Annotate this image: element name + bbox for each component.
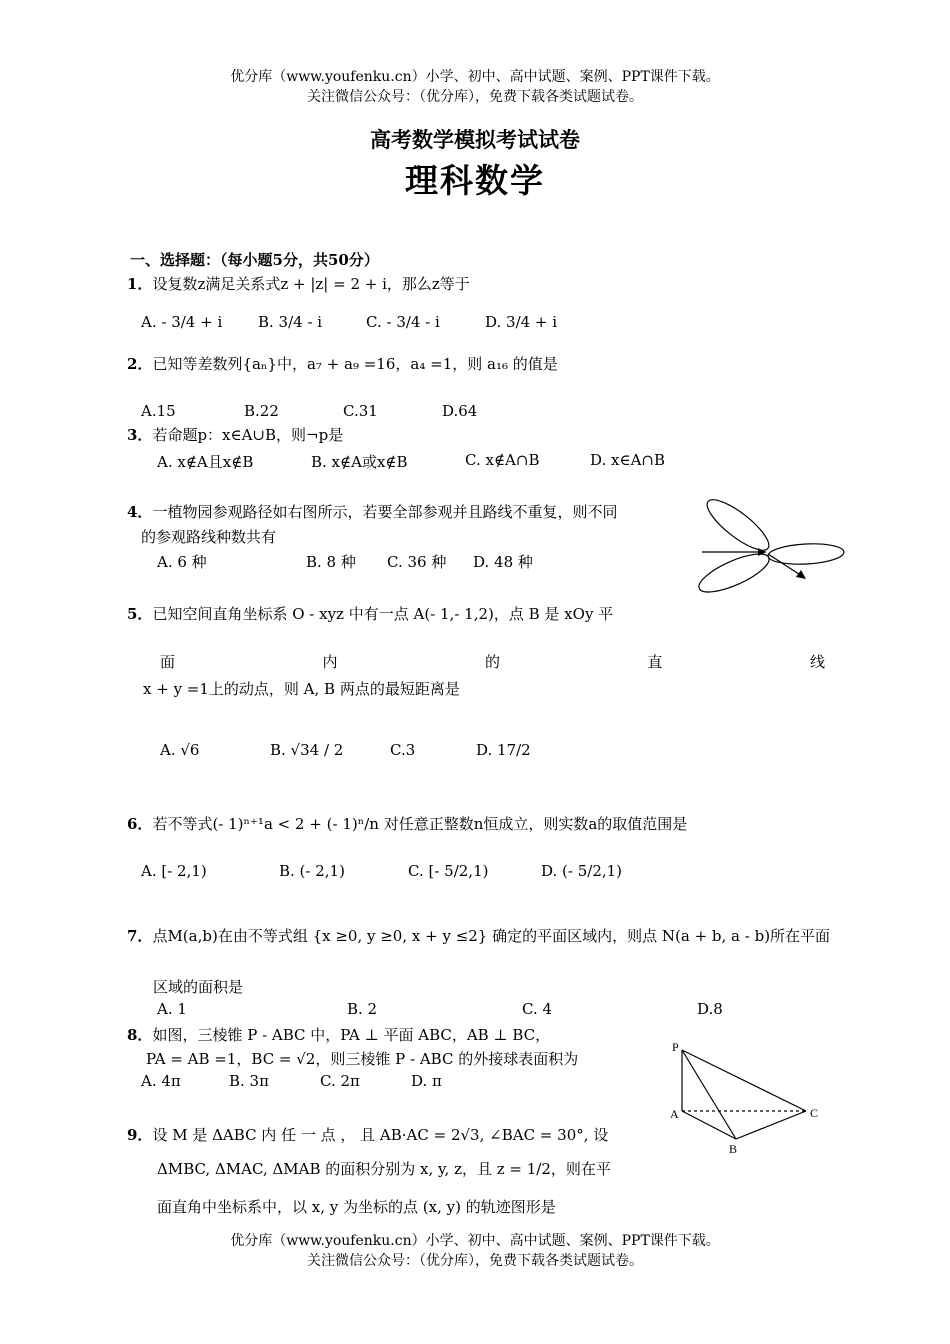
path-loop-right: [768, 542, 845, 566]
q8-option-c: C. 2π: [320, 1072, 360, 1090]
question-text: 已知空间直角坐标系 O - xyz 中有一点 A(- 1,- 1,2)，点 B 是 xOy 平: [152, 605, 614, 623]
q1-option-a: A. - 3/4 + i: [141, 313, 223, 331]
question-text: 如图，三棱锥 P - ABC 中，PA ⊥ 平面 ABC，AB ⊥ BC，: [152, 1026, 551, 1044]
edge-bc: [736, 1111, 806, 1139]
question-4: [127, 501, 617, 522]
q6-option-c: C. [- 5/2,1): [408, 862, 489, 880]
q5-option-d: D. 17/2: [476, 741, 531, 759]
question-3: [127, 424, 343, 445]
q8-option-b: B. 3π: [229, 1072, 269, 1090]
question-5-line-2: [160, 651, 825, 672]
question-1: [127, 273, 470, 294]
question-number: 7．: [127, 927, 153, 945]
q4-option-d: D. 48 种: [473, 553, 533, 571]
question-9: [127, 1124, 608, 1145]
question-text: 点M(a,b)在由不等式组 {x ≥0, y ≥0, x + y ≤2} 确定的平面区域内，则点 N(a + b, a - b)所在平面: [152, 927, 831, 945]
q5-option-c: C.3: [390, 741, 416, 759]
question-number: 8．: [127, 1026, 153, 1044]
q4-option-c: C. 36 种: [387, 553, 447, 571]
question-number: 2．: [127, 355, 153, 373]
question-number: 4．: [127, 503, 153, 521]
vertex-label-a: A: [670, 1107, 679, 1121]
q3-option-c: C. x∉A∩B: [465, 451, 540, 469]
question-text: 一植物园参观路径如右图所示，若要全部参观并且路线不重复，则不同: [152, 503, 618, 521]
q4-option-a: A. 6 种: [157, 553, 207, 571]
q3-option-a: A. x∉A且x∉B: [157, 453, 254, 471]
question-9-line-3: 面直角中坐标系中，以 x, y 为坐标的点 (x, y) 的轨迹图形是: [157, 1198, 556, 1216]
question-number: 9．: [127, 1126, 153, 1144]
q7-option-d: D.8: [697, 1000, 723, 1018]
question-8-line-2: PA = AB =1，BC = √2，则三棱锥 P - ABC 的外接球表面积为: [146, 1050, 579, 1068]
q3-option-d: D. x∈A∩B: [590, 451, 666, 469]
q1-option-b: B. 3/4 - i: [258, 313, 323, 331]
exam-title: 高考数学模拟考试试卷: [370, 127, 580, 152]
garden-path-figure: [698, 498, 848, 598]
tetrahedron-figure: [668, 1038, 828, 1158]
q5-option-a: A. √6: [160, 741, 200, 759]
q2-option-d: D.64: [442, 402, 478, 420]
vertex-label-p: P: [672, 1040, 679, 1054]
q5-option-b: B. √34 / 2: [270, 741, 344, 759]
question-6: [127, 813, 687, 834]
question-number: 5．: [127, 605, 153, 623]
section-heading: 一、选择题：（每小题5分，共50分）: [130, 251, 379, 269]
spread-char: 面: [160, 653, 176, 671]
q6-option-a: A. [- 2,1): [141, 862, 207, 880]
question-5: [127, 603, 613, 624]
q8-option-a: A. 4π: [141, 1072, 181, 1090]
q1-option-c: C. - 3/4 - i: [366, 313, 440, 331]
question-text: 若命题p：x∈A∪B，则¬p是: [152, 426, 344, 444]
q6-option-b: B. (- 2,1): [279, 862, 345, 880]
q1-option-d: D. 3/4 + i: [485, 313, 558, 331]
question-2: [127, 353, 558, 374]
header-line-1: 优分库（www.youfenku.cn）小学、初中、高中试题、案例、PPT课件下载。: [230, 69, 720, 85]
question-number: 3．: [127, 426, 153, 444]
question-text: 若不等式(- 1)ⁿ⁺¹a < 2 + (- 1)ⁿ/n 对任意正整数n恒成立，则实数a的取值范围是: [152, 815, 688, 833]
question-7: [127, 925, 830, 946]
question-4-line-2: 的参观路线种数共有: [141, 528, 277, 546]
q7-option-a: A. 1: [157, 1000, 187, 1018]
question-8: [127, 1024, 550, 1045]
q2-option-b: B.22: [244, 402, 279, 420]
vertex-label-c: C: [810, 1106, 819, 1120]
q6-option-d: D. (- 5/2,1): [541, 862, 623, 880]
spread-char: 内: [322, 653, 338, 671]
q2-option-c: C.31: [343, 402, 378, 420]
spread-char: 线: [809, 653, 825, 671]
question-number: 1．: [127, 275, 153, 293]
q4-option-b: B. 8 种: [306, 553, 356, 571]
vertex-label-b: B: [729, 1142, 738, 1156]
question-text: 设复数z满足关系式z + |z| = 2 + i，那么z等于: [152, 275, 470, 293]
question-text: 设 M 是 ΔABC 内 任 一 点 ， 且 AB·AC = 2√3, ∠BAC = 30°, 设: [152, 1126, 609, 1144]
exam-subtitle: 理科数学: [405, 161, 545, 200]
question-text: 已知等差数列{aₙ}中，a₇ + a₉ =16，a₄ =1，则 a₁₆ 的值是: [152, 355, 558, 373]
header-line-2: 关注微信公众号：（优分库），免费下载各类试题试卷。: [307, 89, 643, 105]
q3-option-b: B. x∉A或x∉B: [311, 453, 408, 471]
question-5-line-3: x + y =1上的动点，则 A, B 两点的最短距离是: [143, 680, 460, 698]
question-9-line-2: ΔMBC, ΔMAC, ΔMAB 的面积分别为 x, y, z，且 z = 1/2，则在平: [157, 1160, 611, 1178]
q7-option-c: C. 4: [522, 1000, 553, 1018]
spread-char: 直: [647, 653, 663, 671]
exit-arrow-icon: [796, 570, 806, 579]
path-loop-lower: [698, 547, 774, 598]
footer-line-2: 关注微信公众号：（优分库），免费下载各类试题试卷。: [307, 1253, 643, 1269]
q7-option-b: B. 2: [347, 1000, 378, 1018]
question-number: 6．: [127, 815, 153, 833]
q2-option-a: A.15: [141, 402, 176, 420]
footer-line-1: 优分库（www.youfenku.cn）小学、初中、高中试题、案例、PPT课件下载。: [230, 1233, 720, 1249]
spread-char: 的: [484, 653, 500, 671]
path-loop-upper: [701, 498, 776, 558]
question-7-line-2: 区域的面积是: [153, 978, 244, 996]
q8-option-d: D. π: [411, 1072, 442, 1090]
